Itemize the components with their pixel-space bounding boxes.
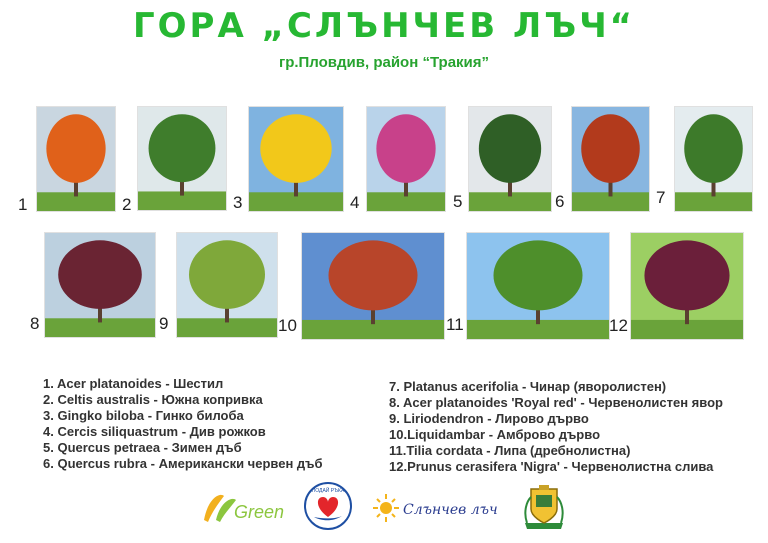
legend-item: 11.Tilia cordata - Липа (дребнолистна) (389, 443, 631, 458)
legend-item: 10.Liquidambar - Амброво дърво (389, 427, 601, 442)
svg-text:ПОДАЙ РЪКА: ПОДАЙ РЪКА (311, 488, 345, 494)
tree-number-9: 9 (159, 314, 169, 333)
tree-photo-2 (137, 106, 227, 211)
legend-item: 2. Celtis australis - Южна копривка (43, 392, 263, 407)
tree-number-1: 1 (18, 195, 28, 214)
tree-photo-3 (248, 106, 344, 212)
legend-left (43, 376, 323, 472)
legend-item: 8. Acer platanoides 'Royal red' - Червенолистен явор (389, 395, 723, 410)
tree-photo-9 (176, 232, 278, 338)
legend-item: 9. Liriodendron - Лирово дърво (389, 411, 589, 426)
legend-item: 7. Platanus acerifolia - Чинар (яворолистен) (389, 379, 667, 394)
tree-photo-7 (674, 106, 753, 212)
tree-number-2: 2 (122, 195, 132, 214)
tree-number-6: 6 (555, 192, 565, 211)
tree-number-10: 10 (278, 316, 297, 335)
tree-number-8: 8 (30, 314, 40, 333)
legend-item: 5. Quercus petraea - Зимен дъб (43, 440, 242, 455)
legend-item: 6. Quercus rubra - Американски червен дъб (43, 456, 323, 471)
sun-logo (373, 492, 503, 524)
legend-right (389, 379, 723, 475)
legend-item: 4. Cercis siliquastrum - Див рожков (43, 424, 266, 439)
tree-number-3: 3 (233, 193, 243, 212)
tree-number-12: 12 (609, 316, 628, 335)
page-title: ГОРА „СЛЪНЧЕВ ЛЪЧ“ (132, 6, 636, 46)
green-logo (198, 486, 288, 528)
tree-photo-11 (466, 232, 610, 340)
tree-photo-1 (36, 106, 116, 212)
svg-text:Слънчев лъч: Слънчев лъч (403, 502, 498, 518)
heart-hand-logo (303, 481, 353, 531)
svg-text:Green: Green (234, 502, 285, 522)
tree-photo-6 (571, 106, 650, 212)
page-subtitle: гр.Пловдив, район “Тракия” (278, 54, 490, 71)
tree-photo-12 (630, 232, 744, 340)
tree-photo-10 (301, 232, 445, 340)
tree-number-7: 7 (656, 188, 666, 207)
tree-number-4: 4 (350, 193, 360, 212)
legend-item: 3. Gingko biloba - Гинко билоба (43, 408, 244, 423)
tree-number-5: 5 (453, 192, 463, 211)
tree-photo-8 (44, 232, 156, 338)
coat-of-arms-logo (521, 483, 567, 531)
tree-photo-4 (366, 106, 446, 212)
legend-item: 12.Prunus cerasifera 'Nigra' - Червенолистна слива (389, 459, 714, 474)
tree-photo-5 (468, 106, 552, 212)
tree-number-11: 11 (446, 315, 464, 334)
legend-item: 1. Acer platanoides - Шестил (43, 376, 224, 391)
